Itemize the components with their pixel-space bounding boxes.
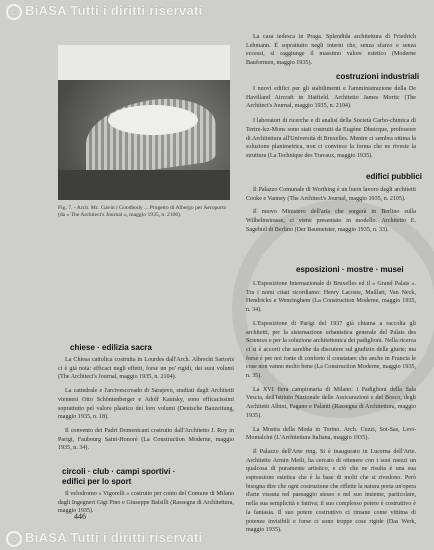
paragraph: Il velodromo « Vigorelli » costruito per conto del Comune di Milano dagli Ingegneri Gigi Pino e Giuseppe Balsilli (Rassegna di Architettura, maggio 1935). [58,491,234,515]
heading-circoli: circoli · club · campi sportivi · edifici per lo sport [62,467,176,486]
right-top-text [246,33,416,68]
paragraph: Il convento dei Padri Domenicani costruito dall'Architetto J. Roy in Parigi, Faubourg Saint-Honoré (La Construction Moderne, maggio 1935, n. 34). [58,427,234,452]
page-number: 446 [74,512,86,521]
heading-chiese: chiese · edilizia sacra [70,343,152,352]
paragraph: Il Palazzo dell'Arte ring. Si è inaugurato in Lucerna dell'Arte. Architetto Armin Meili, ha cercato di ottenere con i suoi mezzi un qualcosa di puramente artistico, e ciò che ne risulta è una sua espressione estetica che è la base di molti che si rivedono. Però bisogna dire che ogni costruzione che riflette la natura porta un'opera d'arte vissuta nel paesaggio stesso e nel suo insieme, particolare, nella sua semplicità e fattiva; il suo complesso potere è costruttivo è la fantasia. Il suo potere costruttivo ci rimane come vittima di potenze invisibili e forse ci sono troppe cose rigide (Das Werk, maggio 1935). [246,448,416,534]
paragraph: La Mostra della Moda in Torino. Arch. Cuzzi, Sot-Sas, Levi-Montalcini (L'Architettura Italiana, maggio 1935). [246,426,416,442]
paragraph: L'Esposizione di Parigi del 1937 già chiama a raccolta gli architetti, per la sistemazione urbanistica generale del Palais des Sciences e per la soluzione architettonica dei padiglioni. Nella ricerca ci si è accorti che sarebbe da discutere sul giudizio delle giurie; ma forse è per noi fonte di conforto il constatare che anche in Francia le cose non vanno molto bene (La Construction Moderne, maggio 1935, n. 35). [246,320,416,380]
paragraph: La cattedrale e l'arcivescovado di Sarajevo, studiati dagli Architetti viennesi Otto Schöntenberger e Adolf Kautsky, sono efficacissimi soprattutto pel valore plastico dei loro volumi (Deutsche Bauzeitung, maggio 1935, n. 18). [58,388,234,421]
costruzioni-text [246,85,416,161]
watermark-top [6,3,203,20]
watermark-text: BiASA Tutti i diritti riservati [25,3,203,18]
copyright-icon: © [6,4,22,20]
watermark-bottom [6,530,203,547]
paragraph: L'Esposizione Internazionale di Bruxelles ed il « Grand Palais ». Tra i nomi citati ricordiamo: Henry Lacoste, Maillart, Van Neck, Hendrickx e Wenzinghem (La Construction Moderne, maggio 1935, n. 34). [246,281,416,314]
architecture-photo [58,45,230,200]
chiese-text [58,356,234,453]
paragraph: I laboratori di ricerche e di analisi della Società Carbo-chimica di Tertre-lez-Mons sono stati costruiti da Eugène Dhuicque, professore di Architettura all'Università di Bruxelles. Mentre ci sembra ottima la soluzione planimetrica, non ci convince la forma che ne riveste la struttura (La Technique des Travaux, maggio 1935). [246,118,416,159]
heading-esposizioni: esposizioni · mostre · musei [296,265,404,274]
edifici-text [246,186,416,235]
heading-costruzioni: costruzioni industriali [336,72,420,81]
paragraph: La casa tedesca in Praga. Splendida architettura di Friedrich Lehmann. È soprattutto negli interni che, senza sfarzo e senza eccessi, si raggiunge il massimo valore estetico (Moderne Bauformen, maggio 1935). [246,34,416,67]
paragraph: Il nuovo Ministero dell'aria che sorgerà in Berlino sulla Wilhelmstrasse, ci viene presentato in modello. Architetto E. Sagebiel di Berlino (Der Baumeister, maggio 1935, n. 33). [246,209,416,233]
watermark-text: BiASA Tutti i diritti riservati [25,530,203,545]
paragraph: La Chiesa cattolica costruita in Lourdes dall'Arch. Albrecht Sartoris ci è già nota: efficaci negli effetti, forse un po' rigidi, dei suoi volumi (The Architect's Journal, maggio 1935, n. 2104). [58,357,234,381]
heading-edifici: edifici pubblici [366,172,423,181]
paragraph: Il Palazzo Comunale di Worthing è un buon lavoro degli architetti Cooke e Vanney (The Architect's Journal, maggio 1935, n. 2105). [246,187,416,202]
paragraph: I nuovi edifici per gli stabilimenti e l'amministrazione della De Havilland Aircraft in Hatfield. Architetto James Mortic (The Architect's Journal, maggio 1935, n. 2104). [246,86,416,110]
esposizioni-text [246,280,416,535]
paragraph: La XVI fiera campionaria di Milano: i Padiglioni della Sala Vescia, dell'Istituto Nazionale delle Assicurazioni e del Bosco, degli Architetti Albini, Pagano e Palanti (Rassegna di Architettura, maggio 1935). [246,386,416,419]
photo-caption: Fig. 7. - Arch. Mc. Gavin i Goodbody ... Progetto di Albergo per Aeroporto (da « The Architect's Journal », maggio 1935, n. 2106). [58,205,227,219]
copyright-icon: © [6,531,22,547]
